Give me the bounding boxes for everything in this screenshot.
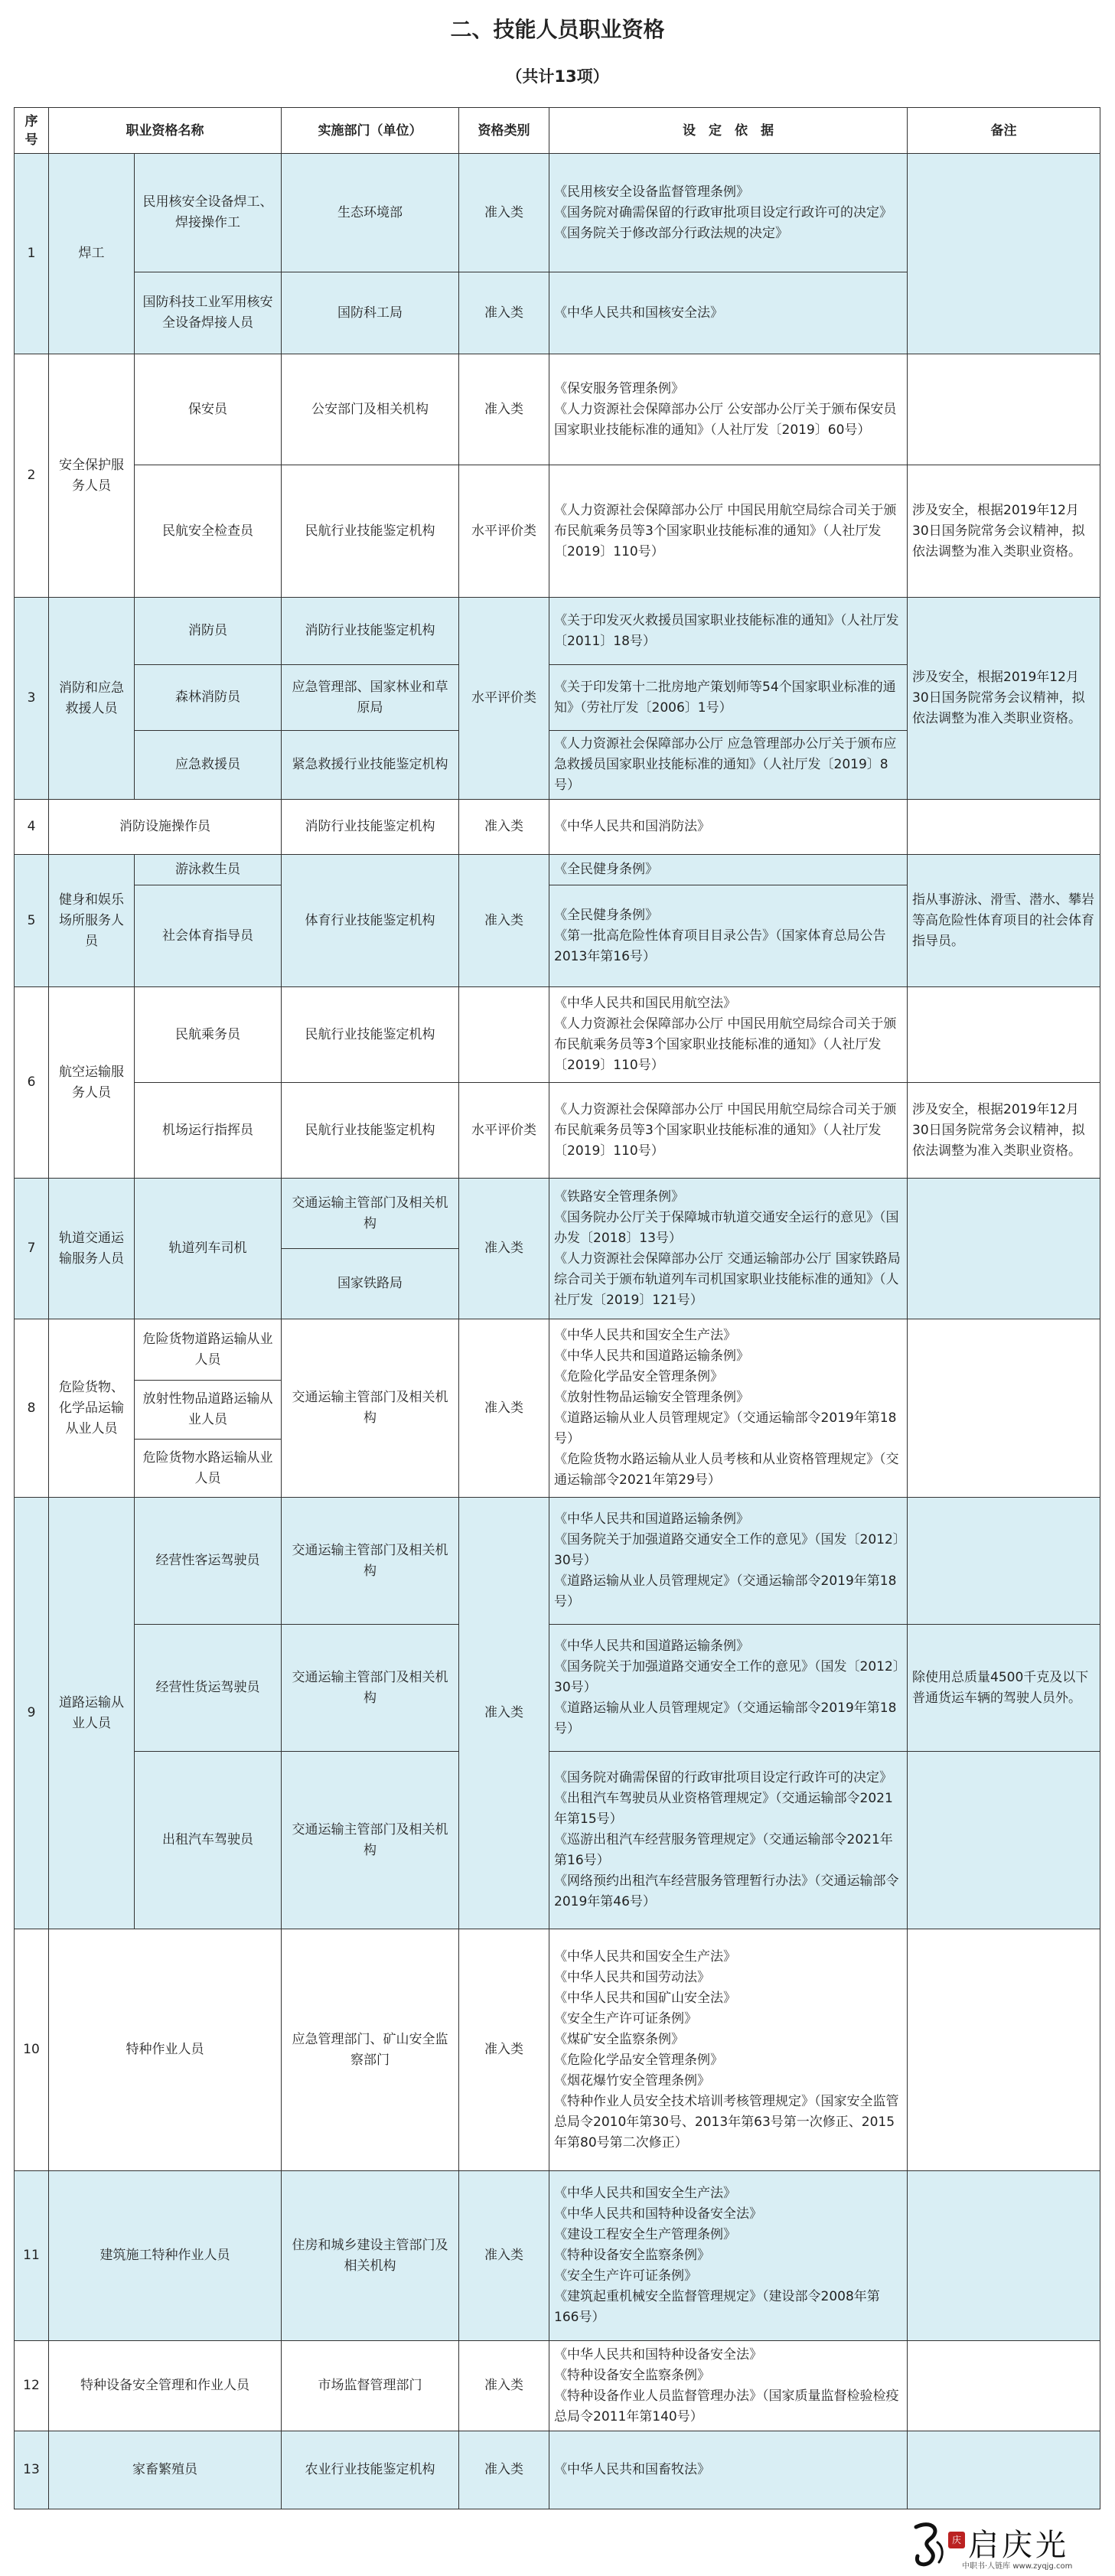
note: 涉及安全，根据2019年12月30日国务院常务会议精神，拟依法调整为准入类职业资格。	[908, 1083, 1100, 1179]
qualification-table	[14, 107, 1100, 2509]
department: 民航行业技能鉴定机构	[282, 465, 459, 598]
qualification-type: 准入类	[459, 354, 549, 465]
qualification-type: 准入类	[459, 1319, 549, 1498]
qualification-type: 准入类	[459, 2341, 549, 2431]
category: 航空运输服务人员	[49, 987, 135, 1179]
department: 消防行业技能鉴定机构	[282, 598, 459, 665]
qualification-name: 特种作业人员	[49, 1929, 282, 2171]
department: 生态环境部	[282, 154, 459, 272]
qualification-name: 国防科技工业军用核安全设备焊接人员	[135, 272, 282, 354]
category: 轨道交通运输服务人员	[49, 1179, 135, 1319]
department: 国家铁路局	[282, 1249, 459, 1319]
legal-basis: 《中华人民共和国民用航空法》 《人力资源社会保障部办公厅 中国民用航空局综合司关于颁布民航乘务员等3个国家职业技能标准的通知》（人社厅发〔2019〕110号）	[549, 987, 908, 1083]
legal-basis: 《民用核安全设备监督管理条例》 《国务院对确需保留的行政审批项目设定行政许可的决定》 《国务院关于修改部分行政法规的决定》	[549, 154, 908, 272]
table-row	[15, 855, 1100, 885]
header-basis: 设 定 依 据	[549, 108, 908, 154]
qualification-type: 准入类	[459, 800, 549, 855]
legal-basis: 《中华人民共和国畜牧法》	[549, 2431, 908, 2509]
note	[908, 1179, 1100, 1319]
qualification-name: 社会体育指导员	[135, 885, 282, 987]
table-row	[15, 1083, 1100, 1179]
legal-basis: 《中华人民共和国道路运输条例》 《国务院关于加强道路交通安全工作的意见》（国发〔2012〕30号） 《道路运输从业人员管理规定》（交通运输部令2019年第18号）	[549, 1498, 908, 1625]
row-number: 13	[15, 2431, 49, 2509]
department: 住房和城乡建设主管部门及相关机构	[282, 2171, 459, 2341]
legal-basis: 《全民健身条例》 《第一批高危险性体育项目目录公告》（国家体育总局公告2013年第16号）	[549, 885, 908, 987]
red-seal: 庆	[948, 2532, 965, 2548]
qualification-name: 经营性客运驾驶员	[135, 1498, 282, 1625]
table-row	[15, 598, 1100, 665]
legal-basis: 《关于印发第十二批房地产策划师等54个国家职业标准的通知》（劳社厅发〔2006〕1号）	[549, 665, 908, 731]
legal-basis: 《人力资源社会保障部办公厅 中国民用航空局综合司关于颁布民航乘务员等3个国家职业技能标准的通知》（人社厅发〔2019〕110号）	[549, 1083, 908, 1179]
qualification-name: 轨道列车司机	[135, 1179, 282, 1319]
department: 交通运输主管部门及相关机构	[282, 1498, 459, 1625]
row-number: 1	[15, 154, 49, 354]
qualification-type: 准入类	[459, 855, 549, 987]
department: 体育行业技能鉴定机构	[282, 855, 459, 987]
qualification-type: 准入类	[459, 1929, 549, 2171]
table-row	[15, 354, 1100, 465]
table-row	[15, 987, 1100, 1083]
legal-basis: 《中华人民共和国安全生产法》 《中华人民共和国道路运输条例》 《危险化学品安全管理条例》 《放射性物品运输安全管理条例》 《道路运输从业人员管理规定》（交通运输部令2019年第18号） 《危险货物水路运输从业人员考核和从业资格管理规定》（交通运输部令2021年第29号）	[549, 1319, 908, 1498]
row-number: 6	[15, 987, 49, 1179]
legal-basis: 《中华人民共和国安全生产法》 《中华人民共和国劳动法》 《中华人民共和国矿山安全法》 《安全生产许可证条例》 《煤矿安全监察条例》 《危险化学品安全管理条例》 《烟花爆竹安全管理条例》 《特种作业人员安全技术培训考核管理规定》（国家安全监管总局令2010年第30号、2013年第63号第一次修正、2015年第80号第二次修正）	[549, 1929, 908, 2171]
note	[908, 1752, 1100, 1929]
note: 指从事游泳、滑雪、潜水、攀岩等高危险性体育项目的社会体育指导员。	[908, 855, 1100, 987]
qualification-name: 民航乘务员	[135, 987, 282, 1083]
row-number: 4	[15, 800, 49, 855]
category: 焊工	[49, 154, 135, 354]
department: 民航行业技能鉴定机构	[282, 987, 459, 1083]
row-number: 12	[15, 2341, 49, 2431]
row-number: 5	[15, 855, 49, 987]
category: 消防和应急救援人员	[49, 598, 135, 800]
legal-basis: 《中华人民共和国道路运输条例》 《国务院关于加强道路交通安全工作的意见》（国发〔2012〕30号） 《道路运输从业人员管理规定》（交通运输部令2019年第18号）	[549, 1625, 908, 1752]
note	[908, 2341, 1100, 2431]
qualification-type: 水平评价类	[459, 465, 549, 598]
qualification-name: 森林消防员	[135, 665, 282, 731]
qualification-name: 机场运行指挥员	[135, 1083, 282, 1179]
table-row	[15, 2171, 1100, 2341]
note: 涉及安全，根据2019年12月30日国务院常务会议精神，拟依法调整为准入类职业资格。	[908, 598, 1100, 800]
qualification-name: 经营性货运驾驶员	[135, 1625, 282, 1752]
qualification-name: 消防员	[135, 598, 282, 665]
legal-basis: 《中华人民共和国特种设备安全法》 《特种设备安全监察条例》 《特种设备作业人员监督管理办法》（国家质量监督检验检疫总局令2011年第140号）	[549, 2341, 908, 2431]
qualification-name: 消防设施操作员	[49, 800, 282, 855]
department: 交通运输主管部门及相关机构	[282, 1319, 459, 1498]
header-no: 序号	[15, 108, 49, 154]
qualification-name: 建筑施工特种作业人员	[49, 2171, 282, 2341]
page-title: 二、技能人员职业资格	[450, 17, 665, 42]
page-subtitle: （共计13项）	[506, 67, 609, 86]
header-dept: 实施部门（单位）	[282, 108, 459, 154]
note	[908, 987, 1100, 1083]
qualification-type: 准入类	[459, 154, 549, 272]
qualification-name: 民用核安全设备焊工、焊接操作工	[135, 154, 282, 272]
department: 消防行业技能鉴定机构	[282, 800, 459, 855]
header-note: 备注	[908, 108, 1100, 154]
qualification-name: 出租汽车驾驶员	[135, 1752, 282, 1929]
note	[908, 2431, 1100, 2509]
note	[908, 154, 1100, 354]
department: 应急管理部、国家林业和草原局	[282, 665, 459, 731]
department: 应急管理部门、矿山安全监察部门	[282, 1929, 459, 2171]
table-row	[15, 1179, 1100, 1249]
watermark-logo	[908, 2519, 1092, 2573]
legal-basis: 《全民健身条例》	[549, 855, 908, 885]
qualification-name: 民航安全检查员	[135, 465, 282, 598]
department: 紧急救援行业技能鉴定机构	[282, 731, 459, 800]
qualification-type: 准入类	[459, 1179, 549, 1319]
department: 国防科工局	[282, 272, 459, 354]
table-row	[15, 154, 1100, 272]
category: 道路运输从业人员	[49, 1498, 135, 1929]
row-number: 9	[15, 1498, 49, 1929]
row-number: 11	[15, 2171, 49, 2341]
table-header-row	[15, 108, 1100, 154]
legal-basis: 《中华人民共和国核安全法》	[549, 272, 908, 354]
qualification-type: 准入类	[459, 272, 549, 354]
legal-basis: 《保安服务管理条例》 《人力资源社会保障部办公厅 公安部办公厅关于颁布保安员国家职业技能标准的通知》（人社厅发〔2019〕60号）	[549, 354, 908, 465]
table-row	[15, 800, 1100, 855]
qualification-type: 准入类	[459, 2431, 549, 2509]
qualification-type: 准入类	[459, 1498, 549, 1929]
table-row	[15, 1752, 1100, 1929]
table-row	[15, 1625, 1100, 1752]
note	[908, 800, 1100, 855]
qualification-type	[459, 987, 549, 1083]
table-row	[15, 465, 1100, 598]
row-number: 7	[15, 1179, 49, 1319]
table-row	[15, 2341, 1100, 2431]
department: 民航行业技能鉴定机构	[282, 1083, 459, 1179]
legal-basis: 《中华人民共和国安全生产法》 《中华人民共和国特种设备安全法》 《建设工程安全生产管理条例》 《特种设备安全监察条例》 《安全生产许可证条例》 《建筑起重机械安全监督管理规定》（建设部令2008年第166号）	[549, 2171, 908, 2341]
department: 交通运输主管部门及相关机构	[282, 1179, 459, 1249]
note	[908, 2171, 1100, 2341]
calligraphy-mark-icon	[908, 2519, 950, 2570]
legal-basis: 《人力资源社会保障部办公厅 中国民用航空局综合司关于颁布民航乘务员等3个国家职业技能标准的通知》（人社厅发〔2019〕110号）	[549, 465, 908, 598]
qualification-name: 放射性物品道路运输从业人员	[135, 1381, 282, 1440]
note	[908, 1319, 1100, 1498]
department: 公安部门及相关机构	[282, 354, 459, 465]
qualification-type: 水平评价类	[459, 1083, 549, 1179]
legal-basis: 《人力资源社会保障部办公厅 应急管理部办公厅关于颁布应急救援员国家职业技能标准的通知》（人社厅发〔2019〕8号）	[549, 731, 908, 800]
qualification-type: 准入类	[459, 2171, 549, 2341]
qualification-name: 危险货物水路运输从业人员	[135, 1440, 282, 1498]
legal-basis: 《铁路安全管理条例》 《国务院办公厅关于保障城市轨道交通安全运行的意见》（国办发〔2018〕13号） 《人力资源社会保障部办公厅 交通运输部办公厅 国家铁路局综合司关于颁布轨道列车司机国家职业技能标准的通知》（人社厅发〔2019〕121号）	[549, 1179, 908, 1319]
legal-basis: 《中华人民共和国消防法》	[549, 800, 908, 855]
department: 交通运输主管部门及相关机构	[282, 1625, 459, 1752]
watermark-text: 启庆光	[968, 2528, 1069, 2563]
note: 涉及安全，根据2019年12月30日国务院常务会议精神，拟依法调整为准入类职业资格。	[908, 465, 1100, 598]
department: 农业行业技能鉴定机构	[282, 2431, 459, 2509]
row-number: 10	[15, 1929, 49, 2171]
header-type: 资格类别	[459, 108, 549, 154]
note: 除使用总质量4500千克及以下普通货运车辆的驾驶人员外。	[908, 1625, 1100, 1752]
note	[908, 1929, 1100, 2171]
table-row	[15, 1319, 1100, 1381]
note	[908, 354, 1100, 465]
legal-basis: 《关于印发灭火救援员国家职业技能标准的通知》（人社厅发〔2011〕18号）	[549, 598, 908, 665]
row-number: 3	[15, 598, 49, 800]
table-row	[15, 1929, 1100, 2171]
note	[908, 1498, 1100, 1625]
qualification-name: 应急救援员	[135, 731, 282, 800]
qualification-name: 家畜繁殖员	[49, 2431, 282, 2509]
header-name: 职业资格名称	[49, 108, 282, 154]
table-row	[15, 2431, 1100, 2509]
row-number: 2	[15, 354, 49, 598]
department: 交通运输主管部门及相关机构	[282, 1752, 459, 1929]
category: 危险货物、化学品运输从业人员	[49, 1319, 135, 1498]
watermark-caption: 中职书·人链库 www.zyqjg.com	[962, 2562, 1073, 2571]
qualification-type: 水平评价类	[459, 598, 549, 800]
qualification-name: 保安员	[135, 354, 282, 465]
category: 健身和娱乐场所服务人员	[49, 855, 135, 987]
table-row	[15, 1498, 1100, 1625]
qualification-name: 特种设备安全管理和作业人员	[49, 2341, 282, 2431]
category: 安全保护服务人员	[49, 354, 135, 598]
qualification-name: 危险货物道路运输从业人员	[135, 1319, 282, 1381]
row-number: 8	[15, 1319, 49, 1498]
qualification-name: 游泳救生员	[135, 855, 282, 885]
legal-basis: 《国务院对确需保留的行政审批项目设定行政许可的决定》 《出租汽车驾驶员从业资格管理规定》（交通运输部令2021年第15号） 《巡游出租汽车经营服务管理规定》（交通运输部令2021年第16号） 《网络预约出租汽车经营服务管理暂行办法》（交通运输部令2019年第46号）	[549, 1752, 908, 1929]
department: 市场监督管理部门	[282, 2341, 459, 2431]
